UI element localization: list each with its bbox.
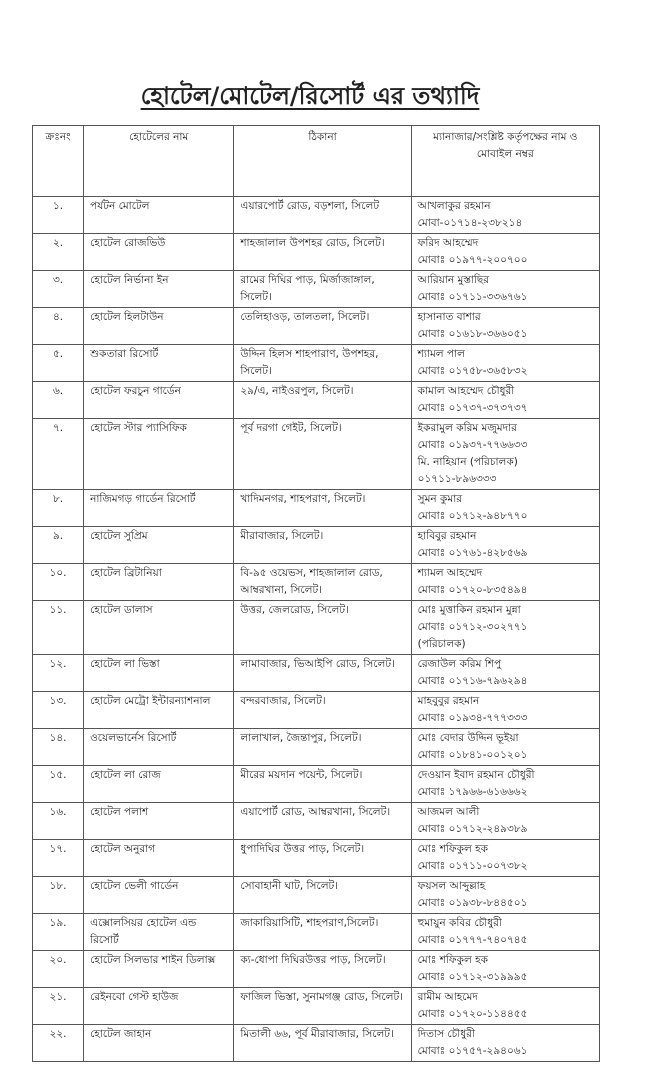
- contact-line: মোবাঃ ০১৯৩৪-৭৭৭৩৩৩: [417, 712, 528, 724]
- contact-cell: [411, 729, 599, 766]
- contact-cell: [411, 877, 599, 914]
- address-cell: শাহজালাল উপশহর রোড, সিলেট।: [234, 234, 411, 271]
- hotel-name-cell: রেইনবো গেস্ট হাউজ: [84, 988, 234, 1025]
- serial-cell: ১৪.: [33, 729, 84, 766]
- serial-cell: ৫.: [33, 345, 84, 382]
- contact-cell: [411, 271, 599, 308]
- serial-cell: ৯.: [33, 527, 84, 564]
- table-row: [33, 692, 600, 729]
- address-cell: সোবাহানী ঘাট, সিলেট।: [234, 877, 411, 914]
- contact-cell: [411, 914, 599, 951]
- contact-line: মোবাঃ ০১৯৭৭-২০০৭০০: [417, 254, 528, 266]
- contact-line: ফয়সল আব্দুল্লাহ: [417, 880, 486, 892]
- address-cell: এয়ারপোর্ট রোড, বড়শলা, সিলেট: [234, 197, 411, 234]
- table-row: [33, 345, 600, 382]
- contact-line: মোঃ বেদার উদ্দিন ভূইয়া: [417, 732, 519, 744]
- hotel-name-cell: হোটেল মেট্রো ইন্টারন্যাশনাল: [84, 692, 234, 729]
- contact-line: রেজাউল করিম শিপু: [417, 658, 502, 670]
- hotel-name-cell: এক্সোলসিয়র হোটেল এন্ড রিসোর্ট: [84, 914, 234, 951]
- table-body: [33, 197, 600, 1062]
- contact-line: মোবাঃ ০১৭৬১-৪২৮৫৬৯: [417, 547, 528, 559]
- contact-cell: [411, 766, 599, 803]
- address-cell: খাদিমনগর, শাহপরাণ, সিলেট।: [234, 490, 411, 527]
- table-row: [33, 197, 600, 234]
- serial-cell: ১০.: [33, 564, 84, 601]
- table-row: [33, 382, 600, 419]
- table-row: [33, 766, 600, 803]
- table-row: [33, 877, 600, 914]
- table-row: [33, 234, 600, 271]
- contact-line: মোবাঃ ০১৯৩৭-৭৭৬৬৩৩: [417, 439, 528, 451]
- table-row: [33, 840, 600, 877]
- contact-line: মোবাঃ ০১৭১১-০০৭৩৮২: [417, 860, 528, 872]
- contact-cell: [411, 803, 599, 840]
- contact-line: মোবাঃ ০১৭৫৮-৩৬৫৮৩২: [417, 365, 528, 377]
- contact-cell: [411, 308, 599, 345]
- contact-line: আখলাকুর রহমান: [417, 200, 491, 212]
- table-row: [33, 564, 600, 601]
- contact-line: মোবাঃ ১৭৯৬৬-৬১৬৬৬২: [417, 786, 528, 798]
- contact-line: ০১৭১১-৮৯৬৩৩৩: [417, 473, 497, 485]
- contact-line: দেওয়ান ইবাদ রহমান চৌধুরী: [417, 769, 535, 781]
- table-row: [33, 729, 600, 766]
- hotel-name-cell: হোটেল ডালাস: [84, 601, 234, 655]
- contact-line: আরিয়ান মুস্তাছির: [417, 274, 490, 286]
- serial-cell: ২০.: [33, 951, 84, 988]
- contact-line: মোবাঃ ০১৭২০-৮৩৫৪৯৪: [417, 584, 528, 596]
- contact-cell: [411, 692, 599, 729]
- contact-cell: [411, 655, 599, 692]
- address-cell: লালাখাল, জৈন্তাপুর, সিলেট।: [234, 729, 411, 766]
- address-cell: ২৯/এ, নাইওরপুল, সিলেট।: [234, 382, 411, 419]
- contact-line: আজমল আলী: [417, 806, 480, 818]
- contact-cell: [411, 345, 599, 382]
- contact-line: শ্যামল আহম্মেদ: [417, 567, 483, 579]
- contact-line: মোবাঃ ০১৭১২-৩০২৭৭১: [417, 621, 528, 633]
- address-cell: ক্য-ধোপা দিঘিরউত্তর পাড়, সিলেট।: [234, 951, 411, 988]
- contact-cell: [411, 382, 599, 419]
- table-row: [33, 527, 600, 564]
- table-row: [33, 308, 600, 345]
- table-row: [33, 951, 600, 988]
- contact-line: কামাল আহম্মেদ চৌধুরী: [417, 385, 515, 397]
- header-hotel-name: হোটেলের নাম: [84, 126, 234, 197]
- header-serial: ক্রঃনং: [33, 126, 84, 197]
- contact-line: মোবাঃ ০১৭৩৭-৩৭৩৭৩৭: [417, 402, 528, 414]
- contact-cell: [411, 527, 599, 564]
- address-cell: বন্দরবাজার, সিলেট।: [234, 692, 411, 729]
- serial-cell: ১৫.: [33, 766, 84, 803]
- table-row: [33, 490, 600, 527]
- contact-line: রামীম আহমেদ: [417, 991, 478, 1003]
- contact-cell: [411, 419, 599, 490]
- address-cell: তেলিহাওড়, তালতলা, সিলেট।: [234, 308, 411, 345]
- address-cell: পূর্ব দরগা গেইট, সিলেট।: [234, 419, 411, 490]
- contact-line: মোবা-০১৭১৪-২৩৮২১৪: [417, 217, 523, 229]
- contact-cell: [411, 564, 599, 601]
- address-cell: মীরাবাজার, সিলেট।: [234, 527, 411, 564]
- contact-line: মি. নাহিয়ান (পরিচালক): [417, 456, 518, 468]
- serial-cell: ১৬.: [33, 803, 84, 840]
- contact-cell: [411, 234, 599, 271]
- contact-line: মোঃ শফিকুল হক: [417, 954, 488, 966]
- contact-line: হাসানাত বাশার: [417, 311, 481, 323]
- contact-cell: [411, 840, 599, 877]
- serial-cell: ৭.: [33, 419, 84, 490]
- serial-cell: ১৮.: [33, 877, 84, 914]
- contact-line: মোঃ মুত্তাকিন রহমান মুন্না: [417, 604, 521, 616]
- contact-line: মোবাঃ ০১৭২০-১১৪৪৫৫: [417, 1008, 528, 1020]
- serial-cell: ২২.: [33, 1025, 84, 1062]
- address-cell: মীরের ময়দান পয়েন্ট, সিলেট।: [234, 766, 411, 803]
- serial-cell: ১৭.: [33, 840, 84, 877]
- contact-cell: [411, 1025, 599, 1062]
- contact-line: দিতাস চৌধুরী: [417, 1028, 475, 1040]
- hotel-name-cell: হোটেল ভেলী গার্ডেন: [84, 877, 234, 914]
- contact-line: মোবাঃ ০১৯৩৮-৮৪৪৫০১: [417, 897, 528, 909]
- header-contact: ম্যানাজার/সংশ্লিষ্ট কর্তৃপক্ষের নাম ও মোবাইল নম্বর: [411, 126, 599, 197]
- hotel-name-cell: হোটেল লা রোজ: [84, 766, 234, 803]
- contact-cell: [411, 197, 599, 234]
- contact-line: সুমন কুমার: [417, 493, 463, 505]
- hotel-name-cell: হোটেল ব্রিটানিয়া: [84, 564, 234, 601]
- serial-cell: ২১.: [33, 988, 84, 1025]
- contact-line: শ্যামল পাল: [417, 348, 465, 360]
- contact-cell: [411, 951, 599, 988]
- table-row: [33, 419, 600, 490]
- hotel-name-cell: হোটেল সুপ্রিম: [84, 527, 234, 564]
- hotel-name-cell: হোটেল হিলটাউন: [84, 308, 234, 345]
- hotel-name-cell: হোটেল লা ভিস্তা: [84, 655, 234, 692]
- serial-cell: ১১.: [33, 601, 84, 655]
- contact-line: মোবাঃ ০১৭১২-৯৪৮৭৭০: [417, 510, 528, 522]
- contact-line: হুমায়ুন কবির চৌধুরী: [417, 917, 502, 929]
- serial-cell: ১৩.: [33, 692, 84, 729]
- serial-cell: ১৯.: [33, 914, 84, 951]
- serial-cell: ৩.: [33, 271, 84, 308]
- contact-line: মাহবুবুর রহমান: [417, 695, 480, 707]
- table-row: [33, 601, 600, 655]
- table-row: [33, 988, 600, 1025]
- contact-line: হাবিবুর রহমান: [417, 530, 477, 542]
- contact-line: ইকরামুল করিম মজুমদার: [417, 422, 517, 434]
- address-cell: জাকারিয়াসিটি, শাহপরাণ,সিলেট।: [234, 914, 411, 951]
- address-cell: লামাবাজার, ভিআইপি রোড, সিলেট।: [234, 655, 411, 692]
- table-row: [33, 271, 600, 308]
- address-cell: এয়াপোর্ট রোড, আম্বরখানা, সিলেট।: [234, 803, 411, 840]
- table-row: [33, 655, 600, 692]
- contact-cell: [411, 490, 599, 527]
- contact-cell: [411, 988, 599, 1025]
- hotel-name-cell: নাজিমগড় গার্ডেন রিসোর্ট: [84, 490, 234, 527]
- contact-line: মোবাঃ ০১৭১১-৩৩৬৭৬১: [417, 291, 528, 303]
- contact-line: ফরিদ আহম্মেদ: [417, 237, 479, 249]
- hotel-name-cell: শুকতারা রিসোর্ট: [84, 345, 234, 382]
- contact-line: মোঃ শফিকুল হক: [417, 843, 488, 855]
- contact-line: মোবাঃ ০১৬১৮-৩৬৬০৫১: [417, 328, 528, 340]
- address-cell: রামের দিঘির পাড়, মির্জাজাঙ্গাল, সিলেট।: [234, 271, 411, 308]
- hotel-name-cell: হোটেল পলাশ: [84, 803, 234, 840]
- serial-cell: ২.: [33, 234, 84, 271]
- hotel-name-cell: হোটেল স্টার প্যাসিফিক: [84, 419, 234, 490]
- hotel-name-cell: ওয়েলভার্নেস রিসোর্ট: [84, 729, 234, 766]
- address-cell: মিতালী ৬৬, পূর্ব মীরাবাজার, সিলেট।: [234, 1025, 411, 1062]
- address-cell: উত্তর, জেলরোড, সিলেট।: [234, 601, 411, 655]
- contact-line: মোবাঃ ০১৭১২-৩১৯৯৯৫: [417, 971, 528, 983]
- address-cell: উদ্দিন হিলস শাহপারাণ, উপশহর, সিলেট।: [234, 345, 411, 382]
- serial-cell: ৮.: [33, 490, 84, 527]
- hotel-name-cell: হোটেল জাহান: [84, 1025, 234, 1062]
- hotel-table: [32, 125, 600, 1062]
- hotel-name-cell: হোটেল রোজভিউ: [84, 234, 234, 271]
- contact-line: মোবাঃ ০১৭১৬-৭৯৬২৯৪: [417, 675, 528, 687]
- contact-line: মোবাঃ ০১৮৪১-০০১২০১: [417, 749, 528, 761]
- serial-cell: ১২.: [33, 655, 84, 692]
- table-row: [33, 803, 600, 840]
- contact-line: মোবাঃ ০১৭৭৭-৭৪০৭৪৫: [417, 934, 528, 946]
- hotel-name-cell: পর্যটন মোটেল: [84, 197, 234, 234]
- contact-line: (পরিচালক): [417, 638, 466, 650]
- contact-line: মোবাঃ ০১৭৫৭-২৯৪০৬১: [417, 1045, 528, 1057]
- table-row: [33, 1025, 600, 1062]
- address-cell: ফাজিল ভিস্তা, সুনামগঞ্জ রোড, সিলেট।: [234, 988, 411, 1025]
- header-address: ঠিকানা: [234, 126, 411, 197]
- contact-cell: [411, 601, 599, 655]
- contact-line: মোবাঃ ০১৭১২-২৪৯৩৮৯: [417, 823, 528, 835]
- hotel-name-cell: হোটেল নির্ভানা ইন: [84, 271, 234, 308]
- table-header-row: [33, 126, 600, 197]
- table-row: [33, 914, 600, 951]
- serial-cell: ৬.: [33, 382, 84, 419]
- serial-cell: ৪.: [33, 308, 84, 345]
- page-title: হোটেল/মোটেল/রিসোর্ট এর তথ্যাদি: [140, 82, 480, 110]
- serial-cell: ১.: [33, 197, 84, 234]
- address-cell: বি-৯৫ ওয়েভস, শাহজালাল রোড, আম্বরখানা, সিলেট।: [234, 564, 411, 601]
- hotel-name-cell: হোটেল সিলভার শাইন ডিলাক্স: [84, 951, 234, 988]
- hotel-name-cell: হোটেল অনুরাগ: [84, 840, 234, 877]
- address-cell: ধুপাদিঘির উত্তর পাড়, সিলেট।: [234, 840, 411, 877]
- hotel-name-cell: হোটেল ফরচুন গার্ডেন: [84, 382, 234, 419]
